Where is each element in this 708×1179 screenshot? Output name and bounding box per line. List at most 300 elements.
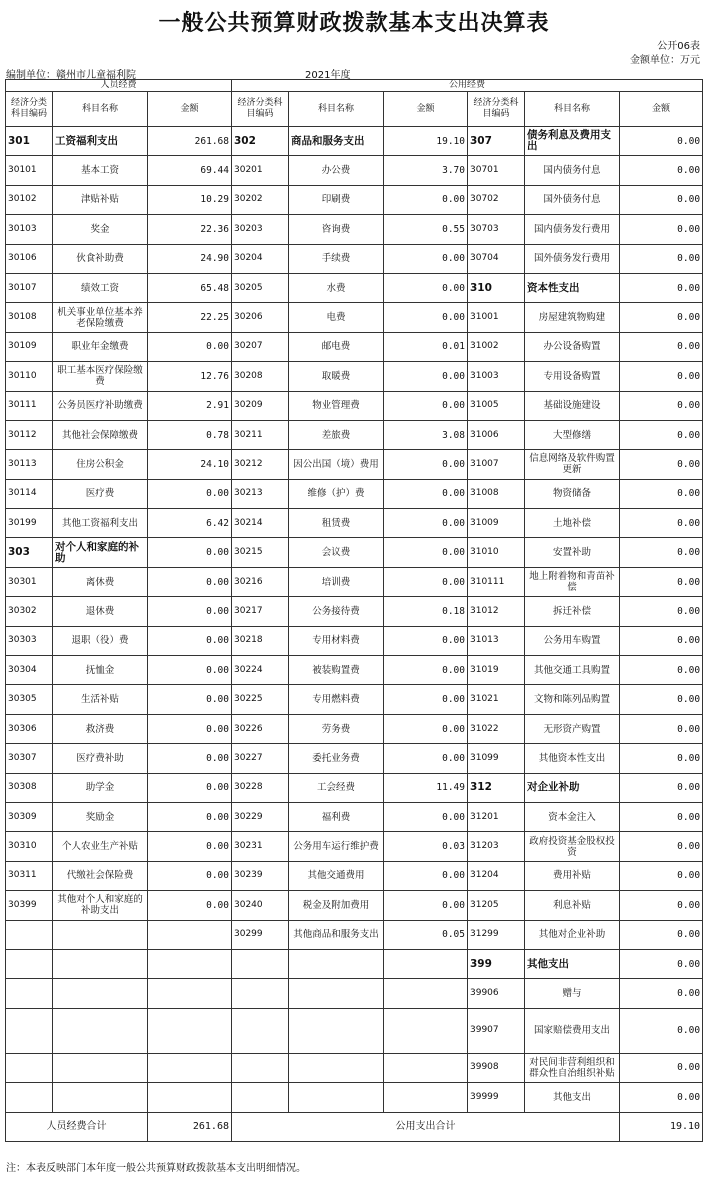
cell-code: 30306 <box>6 714 53 743</box>
table-row <box>6 832 703 861</box>
fiscal-year: 2021年度 <box>305 70 351 81</box>
cell-name: 无形资产购置 <box>525 714 620 743</box>
cell-name: 债务利息及费用支出 <box>525 127 620 156</box>
cell-amount: 3.08 <box>384 420 468 449</box>
cell-name: 工资福利支出 <box>53 127 148 156</box>
cell-amount: 0.00 <box>384 567 468 596</box>
cell-name: 办公费 <box>289 156 384 185</box>
cell-code: 30205 <box>232 273 289 302</box>
cell-name: 伙食补助费 <box>53 244 148 273</box>
cell-name: 文物和陈列品购置 <box>525 685 620 714</box>
cell-amount: 0.00 <box>620 744 703 773</box>
personnel-total-label: 人员经费合计 <box>6 1112 148 1141</box>
cell-code: 31012 <box>468 597 525 626</box>
cell-name: 机关事业单位基本养老保险缴费 <box>53 303 148 332</box>
cell-name: 咨询费 <box>289 215 384 244</box>
col-header-code: 经济分类科目编码 <box>468 92 525 127</box>
cell-amount: 0.05 <box>384 920 468 949</box>
cell-name: 专用燃料费 <box>289 685 384 714</box>
col-header-amount: 金额 <box>384 92 468 127</box>
cell-code: 30106 <box>6 244 53 273</box>
table-row <box>6 773 703 802</box>
cell-name: 费用补贴 <box>525 861 620 890</box>
cell-name: 水费 <box>289 273 384 302</box>
totals-row <box>6 1112 703 1141</box>
cell-amount: 0.00 <box>620 1008 703 1053</box>
cell-code: 30310 <box>6 832 53 861</box>
cell-name: 福利费 <box>289 802 384 831</box>
cell-name <box>53 1083 148 1112</box>
cell-code: 39908 <box>468 1053 525 1082</box>
cell-amount: 0.00 <box>620 127 703 156</box>
cell-code: 30109 <box>6 332 53 361</box>
cell-name: 基础设施建设 <box>525 391 620 420</box>
table-row <box>6 861 703 890</box>
col-header-amount: 金额 <box>148 92 232 127</box>
cell-name <box>289 1008 384 1053</box>
cell-code: 30216 <box>232 567 289 596</box>
cell-amount: 261.68 <box>148 127 232 156</box>
cell-amount: 0.00 <box>620 920 703 949</box>
cell-amount: 0.00 <box>148 861 232 890</box>
cell-amount <box>148 1008 232 1053</box>
cell-code <box>6 1083 53 1112</box>
table-row <box>6 156 703 185</box>
cell-name <box>289 949 384 978</box>
cell-name: 其他资本性支出 <box>525 744 620 773</box>
col-header-name: 科目名称 <box>53 92 148 127</box>
cell-code: 307 <box>468 127 525 156</box>
cell-code <box>6 949 53 978</box>
cell-name: 邮电费 <box>289 332 384 361</box>
cell-code: 39999 <box>468 1083 525 1112</box>
table-row <box>6 714 703 743</box>
col-header-name: 科目名称 <box>525 92 620 127</box>
cell-amount: 0.00 <box>620 626 703 655</box>
cell-code: 30303 <box>6 626 53 655</box>
cell-amount: 0.00 <box>620 509 703 538</box>
table-row <box>6 979 703 1008</box>
cell-code: 30231 <box>232 832 289 861</box>
table-row <box>6 656 703 685</box>
cell-name: 土地补偿 <box>525 509 620 538</box>
cell-amount: 0.00 <box>148 656 232 685</box>
cell-name: 对个人和家庭的补助 <box>53 538 148 567</box>
cell-name: 个人农业生产补贴 <box>53 832 148 861</box>
cell-code: 31022 <box>468 714 525 743</box>
cell-amount: 0.00 <box>620 861 703 890</box>
cell-name: 工会经费 <box>289 773 384 802</box>
cell-code <box>6 920 53 949</box>
table-row <box>6 332 703 361</box>
col-header-name: 科目名称 <box>289 92 384 127</box>
cell-amount: 6.42 <box>148 509 232 538</box>
cell-amount: 0.00 <box>620 332 703 361</box>
table-row <box>6 509 703 538</box>
cell-name: 其他工资福利支出 <box>53 509 148 538</box>
cell-name: 税金及附加费用 <box>289 891 384 920</box>
cell-name: 其他交通工具购置 <box>525 656 620 685</box>
form-number: 公开06表 <box>657 41 700 52</box>
cell-code: 30108 <box>6 303 53 332</box>
cell-name: 对企业补助 <box>525 773 620 802</box>
cell-name: 抚恤金 <box>53 656 148 685</box>
cell-amount: 0.00 <box>620 1083 703 1112</box>
cell-amount: 22.36 <box>148 215 232 244</box>
cell-code: 30112 <box>6 420 53 449</box>
cell-code: 30305 <box>6 685 53 714</box>
cell-name: 救济费 <box>53 714 148 743</box>
cell-amount: 0.00 <box>620 832 703 861</box>
cell-name: 大型修缮 <box>525 420 620 449</box>
cell-code: 31099 <box>468 744 525 773</box>
cell-name: 其他社会保障缴费 <box>53 420 148 449</box>
table-row <box>6 362 703 391</box>
table-row <box>6 127 703 156</box>
cell-amount: 0.00 <box>620 714 703 743</box>
cell-name: 其他支出 <box>525 1083 620 1112</box>
cell-amount: 69.44 <box>148 156 232 185</box>
cell-name: 国家赔偿费用支出 <box>525 1008 620 1053</box>
cell-name: 会议费 <box>289 538 384 567</box>
cell-amount: 0.00 <box>384 626 468 655</box>
cell-code: 31008 <box>468 479 525 508</box>
cell-amount: 2.91 <box>148 391 232 420</box>
cell-name: 专用材料费 <box>289 626 384 655</box>
cell-amount: 0.00 <box>620 538 703 567</box>
cell-name: 其他对个人和家庭的补助支出 <box>53 891 148 920</box>
cell-name: 赠与 <box>525 979 620 1008</box>
cell-amount: 0.00 <box>148 626 232 655</box>
table-row <box>6 244 703 273</box>
cell-name: 培训费 <box>289 567 384 596</box>
cell-code: 30309 <box>6 802 53 831</box>
table-row <box>6 597 703 626</box>
cell-name: 国外债务发行费用 <box>525 244 620 273</box>
cell-name: 医疗费补助 <box>53 744 148 773</box>
cell-code: 30206 <box>232 303 289 332</box>
cell-name: 国内债务发行费用 <box>525 215 620 244</box>
cell-name: 其他对企业补助 <box>525 920 620 949</box>
cell-name: 职业年金缴费 <box>53 332 148 361</box>
cell-amount: 0.00 <box>620 391 703 420</box>
cell-amount: 0.00 <box>620 362 703 391</box>
cell-code: 31005 <box>468 391 525 420</box>
cell-code: 30240 <box>232 891 289 920</box>
cell-code: 30111 <box>6 391 53 420</box>
cell-name: 退休费 <box>53 597 148 626</box>
cell-amount: 0.00 <box>384 802 468 831</box>
table-row <box>6 303 703 332</box>
cell-amount: 0.03 <box>384 832 468 861</box>
amount-unit: 金额单位：万元 <box>630 55 700 66</box>
cell-code <box>6 1008 53 1053</box>
cell-code: 30102 <box>6 185 53 214</box>
cell-code: 39906 <box>468 979 525 1008</box>
page-title: 一般公共预算财政拨款基本支出决算表 <box>158 11 550 36</box>
cell-name: 拆迁补偿 <box>525 597 620 626</box>
cell-code: 31002 <box>468 332 525 361</box>
cell-name: 被装购置费 <box>289 656 384 685</box>
cell-name: 房屋建筑物购建 <box>525 303 620 332</box>
cell-amount: 0.00 <box>148 744 232 773</box>
personnel-total-amount: 261.68 <box>148 1112 232 1141</box>
cell-code: 31007 <box>468 450 525 479</box>
cell-name: 利息补贴 <box>525 891 620 920</box>
cell-name: 专用设备购置 <box>525 362 620 391</box>
cell-name: 公务用车购置 <box>525 626 620 655</box>
cell-amount: 0.00 <box>384 362 468 391</box>
cell-amount <box>148 949 232 978</box>
cell-amount: 0.00 <box>620 979 703 1008</box>
col-header-amount: 金额 <box>620 92 703 127</box>
cell-code: 31205 <box>468 891 525 920</box>
cell-amount: 0.00 <box>620 273 703 302</box>
cell-name: 国内债务付息 <box>525 156 620 185</box>
cell-name: 其他交通费用 <box>289 861 384 890</box>
cell-amount: 0.00 <box>620 185 703 214</box>
public-header: 公用经费 <box>232 80 703 92</box>
cell-amount: 24.10 <box>148 450 232 479</box>
cell-name: 生活补贴 <box>53 685 148 714</box>
cell-name: 公务用车运行维护费 <box>289 832 384 861</box>
cell-code: 30228 <box>232 773 289 802</box>
cell-code: 30226 <box>232 714 289 743</box>
cell-amount <box>148 1083 232 1112</box>
cell-name: 安置补助 <box>525 538 620 567</box>
cell-code: 30301 <box>6 567 53 596</box>
cell-code: 30302 <box>6 597 53 626</box>
cell-amount: 0.00 <box>384 273 468 302</box>
cell-code: 310111 <box>468 567 525 596</box>
cell-name: 助学金 <box>53 773 148 802</box>
cell-amount: 0.00 <box>620 479 703 508</box>
cell-amount: 0.00 <box>148 832 232 861</box>
cell-name <box>53 1008 148 1053</box>
cell-amount: 0.00 <box>148 479 232 508</box>
cell-amount: 0.00 <box>148 773 232 802</box>
cell-amount: 0.00 <box>384 744 468 773</box>
cell-amount: 0.00 <box>620 303 703 332</box>
cell-amount: 0.00 <box>384 891 468 920</box>
cell-amount: 0.00 <box>620 215 703 244</box>
cell-code: 31010 <box>468 538 525 567</box>
cell-amount: 0.00 <box>148 538 232 567</box>
cell-amount <box>148 1053 232 1082</box>
cell-code: 30214 <box>232 509 289 538</box>
cell-code: 30204 <box>232 244 289 273</box>
cell-amount: 0.00 <box>384 244 468 273</box>
cell-code: 31204 <box>468 861 525 890</box>
table-row <box>6 685 703 714</box>
cell-name: 地上附着物和青苗补偿 <box>525 567 620 596</box>
cell-code: 312 <box>468 773 525 802</box>
cell-name <box>289 1053 384 1082</box>
cell-name: 公务接待费 <box>289 597 384 626</box>
cell-name: 退职（役）费 <box>53 626 148 655</box>
cell-code: 30101 <box>6 156 53 185</box>
cell-amount: 0.00 <box>384 185 468 214</box>
cell-name: 物业管理费 <box>289 391 384 420</box>
cell-amount: 0.00 <box>620 891 703 920</box>
cell-name <box>53 979 148 1008</box>
cell-code: 31021 <box>468 685 525 714</box>
cell-code: 30227 <box>232 744 289 773</box>
table-row <box>6 891 703 920</box>
table-row <box>6 215 703 244</box>
cell-code: 30307 <box>6 744 53 773</box>
cell-code: 31006 <box>468 420 525 449</box>
cell-amount: 0.00 <box>384 303 468 332</box>
cell-name <box>53 949 148 978</box>
table-row <box>6 450 703 479</box>
cell-code: 30103 <box>6 215 53 244</box>
cell-code: 31003 <box>468 362 525 391</box>
cell-amount: 0.00 <box>148 714 232 743</box>
cell-amount: 24.90 <box>148 244 232 273</box>
cell-amount: 0.00 <box>148 567 232 596</box>
cell-code: 30202 <box>232 185 289 214</box>
cell-name: 物资储备 <box>525 479 620 508</box>
cell-amount: 0.18 <box>384 597 468 626</box>
cell-name <box>289 979 384 1008</box>
cell-name: 公务员医疗补助缴费 <box>53 391 148 420</box>
cell-code: 302 <box>232 127 289 156</box>
expenditure-table <box>5 79 703 1142</box>
cell-name: 信息网络及软件购置更新 <box>525 450 620 479</box>
footnote: 注：本表反映部门本年度一般公共预算财政拨款基本支出明细情况。 <box>6 1163 306 1174</box>
cell-name: 取暖费 <box>289 362 384 391</box>
cell-name <box>53 1053 148 1082</box>
cell-name: 基本工资 <box>53 156 148 185</box>
cell-name: 医疗费 <box>53 479 148 508</box>
cell-name: 商品和服务支出 <box>289 127 384 156</box>
cell-code: 310 <box>468 273 525 302</box>
cell-code: 301 <box>6 127 53 156</box>
cell-name: 其他支出 <box>525 949 620 978</box>
cell-code: 30113 <box>6 450 53 479</box>
cell-amount: 0.00 <box>620 244 703 273</box>
cell-amount: 0.01 <box>384 332 468 361</box>
cell-amount: 0.00 <box>384 479 468 508</box>
cell-code: 30211 <box>232 420 289 449</box>
cell-name: 办公设备购置 <box>525 332 620 361</box>
cell-code: 30218 <box>232 626 289 655</box>
cell-code <box>232 1008 289 1053</box>
public-total-label: 公用支出合计 <box>232 1112 620 1141</box>
cell-code: 30199 <box>6 509 53 538</box>
cell-amount: 0.00 <box>384 538 468 567</box>
cell-amount <box>384 979 468 1008</box>
cell-code <box>232 949 289 978</box>
cell-amount: 0.00 <box>384 861 468 890</box>
cell-amount <box>384 1008 468 1053</box>
cell-code: 31203 <box>468 832 525 861</box>
cell-amount <box>384 1053 468 1082</box>
cell-code <box>232 979 289 1008</box>
cell-name: 奖金 <box>53 215 148 244</box>
cell-code: 30213 <box>232 479 289 508</box>
cell-code: 31299 <box>468 920 525 949</box>
cell-code: 30701 <box>468 156 525 185</box>
cell-code: 30229 <box>232 802 289 831</box>
cell-amount: 0.55 <box>384 215 468 244</box>
public-total-amount: 19.10 <box>620 1112 703 1141</box>
table-row <box>6 1008 703 1053</box>
cell-amount: 3.70 <box>384 156 468 185</box>
cell-name: 其他商品和服务支出 <box>289 920 384 949</box>
cell-amount: 0.00 <box>384 685 468 714</box>
cell-amount: 0.00 <box>620 656 703 685</box>
cell-amount: 0.00 <box>148 332 232 361</box>
cell-code: 31019 <box>468 656 525 685</box>
table-row <box>6 920 703 949</box>
table-row <box>6 538 703 567</box>
col-header-code: 经济分类科目编码 <box>6 92 53 127</box>
cell-amount: 0.00 <box>148 891 232 920</box>
cell-name: 维修（护）费 <box>289 479 384 508</box>
cell-amount: 0.00 <box>148 597 232 626</box>
cell-name: 劳务费 <box>289 714 384 743</box>
cell-code: 39907 <box>468 1008 525 1053</box>
cell-code: 30304 <box>6 656 53 685</box>
cell-code <box>232 1053 289 1082</box>
cell-code <box>232 1083 289 1112</box>
cell-code: 30703 <box>468 215 525 244</box>
cell-code: 30239 <box>232 861 289 890</box>
cell-amount: 0.00 <box>620 420 703 449</box>
cell-name: 住房公积金 <box>53 450 148 479</box>
cell-code <box>6 979 53 1008</box>
cell-amount: 0.00 <box>384 509 468 538</box>
cell-amount: 19.10 <box>384 127 468 156</box>
cell-amount: 0.00 <box>620 773 703 802</box>
cell-amount: 0.00 <box>384 391 468 420</box>
organization: 编制单位：赣州市儿童福利院 <box>6 70 136 81</box>
cell-amount: 0.00 <box>384 714 468 743</box>
table-row <box>6 420 703 449</box>
cell-amount: 0.00 <box>384 450 468 479</box>
cell-code: 30203 <box>232 215 289 244</box>
cell-name: 手续费 <box>289 244 384 273</box>
cell-code: 31009 <box>468 509 525 538</box>
cell-amount: 0.00 <box>384 656 468 685</box>
cell-amount: 10.29 <box>148 185 232 214</box>
personnel-header: 人员经费 <box>6 80 232 92</box>
cell-code: 30702 <box>468 185 525 214</box>
cell-amount: 11.49 <box>384 773 468 802</box>
table-row <box>6 626 703 655</box>
cell-amount: 65.48 <box>148 273 232 302</box>
cell-code: 30704 <box>468 244 525 273</box>
cell-code: 30225 <box>232 685 289 714</box>
cell-code: 30399 <box>6 891 53 920</box>
table-row <box>6 479 703 508</box>
table-row <box>6 1053 703 1082</box>
cell-amount: 0.00 <box>148 802 232 831</box>
cell-name: 政府投资基金股权投资 <box>525 832 620 861</box>
cell-code: 30215 <box>232 538 289 567</box>
cell-code: 31013 <box>468 626 525 655</box>
cell-code: 30212 <box>232 450 289 479</box>
cell-name: 因公出国（境）费用 <box>289 450 384 479</box>
cell-amount <box>148 979 232 1008</box>
cell-amount: 0.78 <box>148 420 232 449</box>
table-row <box>6 1083 703 1112</box>
cell-code: 30217 <box>232 597 289 626</box>
cell-code: 30308 <box>6 773 53 802</box>
cell-name: 电费 <box>289 303 384 332</box>
